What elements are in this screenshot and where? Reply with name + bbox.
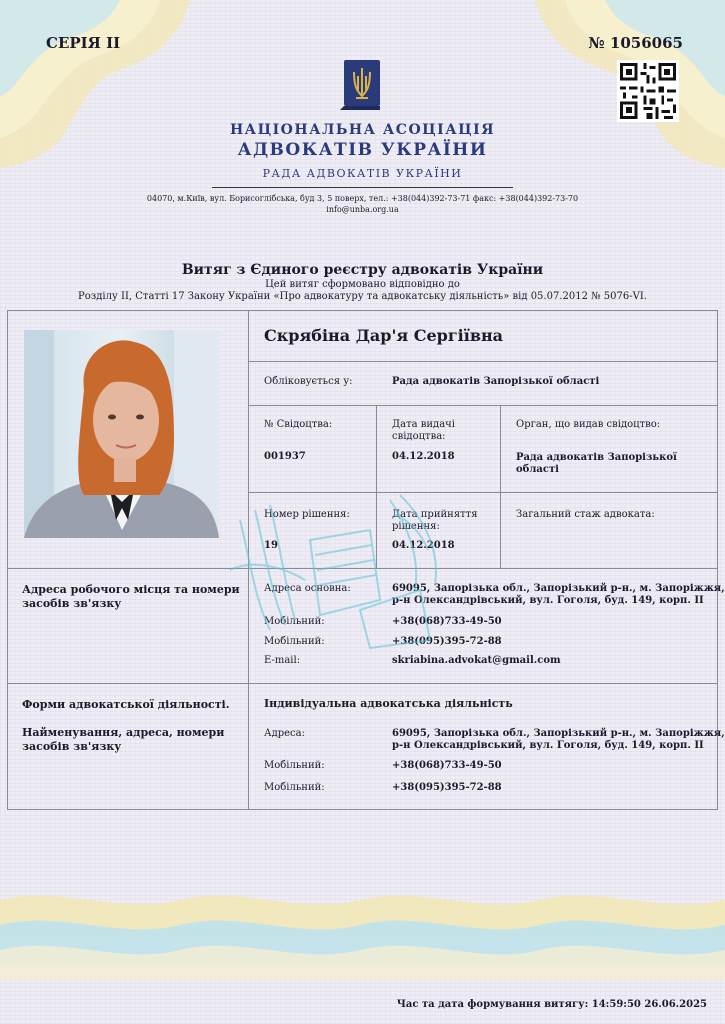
generation-timestamp: Час та дата формування витягу: 14:59:50 26.06.2025 xyxy=(396,999,707,1010)
org-email: info@unba.org.ua xyxy=(326,205,399,214)
org-council-name: РАДА АДВОКАТІВ УКРАЇНИ xyxy=(262,167,463,180)
activity-sublabel-line1: Найменування, адреса, номери xyxy=(22,726,225,739)
activity-section-label: Форми адвокатської діяльності. xyxy=(22,698,230,711)
issuer-label: Орган, що видав свідоцтво: xyxy=(516,419,661,430)
trident-book-watermark-icon xyxy=(210,490,460,650)
decision-number-value: 19 xyxy=(264,540,278,551)
activity-address-line1: 69095, Запорізька обл., Запорізький р-н., м. Запоріжжя, xyxy=(392,728,725,739)
table-border-left xyxy=(7,310,8,810)
row-divider xyxy=(7,683,718,684)
table-border-bottom xyxy=(7,809,718,810)
document-number: № 1056065 xyxy=(588,34,683,52)
subtitle-line1: Цей витяг сформовано відповідно до xyxy=(265,279,460,290)
issuer-value-line2: області xyxy=(516,464,559,475)
activity-mobile-2: +38(095)395-72-88 xyxy=(392,782,502,793)
workplace-section-line1: Адреса робочого місця та номери xyxy=(22,583,240,596)
org-name-line1: НАЦІОНАЛЬНА АСОЦІАЦІЯ xyxy=(229,122,496,138)
registered-value: Рада адвокатів Запорізької області xyxy=(392,376,600,387)
work-address-line1: 69095, Запорізька обл., Запорізький р-н., м. Запоріжжя, xyxy=(392,583,725,594)
cell-divider xyxy=(500,405,501,568)
issuer-value-line1: Рада адвокатів Запорізької xyxy=(516,452,677,463)
cert-date-label-line1: Дата видачі xyxy=(392,419,455,430)
decision-date-label-line2: рішення: xyxy=(392,521,440,532)
series-label: СЕРІЯ II xyxy=(46,34,121,52)
work-mobile-2: +38(095)395-72-88 xyxy=(392,636,502,647)
activity-address-line2: р-н Олександрівський, вул. Гоголя, буд. 149, корп. II xyxy=(392,740,704,751)
decision-number-label: Номер рішення: xyxy=(264,509,350,520)
subtitle-line2: Розділу II, Статті 17 Закону України «Про адвокатуру та адвокатську діяльність» від 05.07.2012 № 5076-VI. xyxy=(78,291,647,302)
guilloche-bottom-band xyxy=(0,880,725,990)
activity-mobile-label: Мобільний: xyxy=(264,760,325,771)
activity-section-sublabel xyxy=(22,726,224,754)
cert-date-label-line2: свідоцтва: xyxy=(392,431,446,442)
issuer-value xyxy=(516,452,677,476)
cert-number-value: 001937 xyxy=(264,451,306,462)
work-address-line2: р-н Олександрівський, вул. Гоголя, буд. 149, корп. II xyxy=(392,595,704,606)
work-mobile-label: Мобільний: xyxy=(264,636,325,647)
row-divider xyxy=(248,361,718,362)
row-divider xyxy=(248,405,718,406)
work-mobile-1: +38(068)733-49-50 xyxy=(392,616,502,627)
work-mobile-label: Мобільний: xyxy=(264,616,325,627)
activity-sublabel-line2: засобів зв'язку xyxy=(22,740,122,753)
org-address: 04070, м.Київ, вул. Борисоглібська, буд 3, 5 поверх, тел.: +38(044)392-73-71 факс: +38(044)392-73-70 xyxy=(146,194,579,203)
decision-date-label-line1: Дата прийняття xyxy=(392,509,478,520)
header-divider xyxy=(212,187,513,188)
decision-date-value: 04.12.2018 xyxy=(392,540,455,551)
cert-number-label: № Свідоцтва: xyxy=(264,419,333,430)
activity-address-label: Адреса: xyxy=(264,728,305,739)
workplace-section-label xyxy=(22,583,240,611)
advocate-photo xyxy=(24,330,219,538)
document-title: Витяг з Єдиного реєстру адвокатів України xyxy=(181,262,544,278)
experience-label: Загальний стаж адвоката: xyxy=(516,509,655,520)
workplace-section-line2: засобів зв'язку xyxy=(22,597,122,610)
registered-label: Обліковується у: xyxy=(264,376,353,387)
document-subtitle xyxy=(0,279,725,303)
activity-mobile-1: +38(068)733-49-50 xyxy=(392,760,502,771)
org-contact-block xyxy=(0,193,725,215)
advocate-name: Скрябіна Дар'я Сергіївна xyxy=(264,326,504,345)
qr-code-icon xyxy=(617,60,679,122)
cert-date-value: 04.12.2018 xyxy=(392,451,455,462)
work-email-label: E-mail: xyxy=(264,655,301,666)
activity-mobile-label: Мобільний: xyxy=(264,782,325,793)
table-border-top xyxy=(7,310,718,311)
cert-date-label xyxy=(392,419,455,443)
activity-address-value xyxy=(392,728,725,752)
unba-emblem-icon xyxy=(340,58,384,110)
org-name-line2: АДВОКАТІВ УКРАЇНИ xyxy=(237,140,488,160)
activity-form: Індивідуальна адвокатська діяльність xyxy=(264,697,513,710)
work-address-label: Адреса основна: xyxy=(264,583,351,594)
work-email-value: skriabina.advokat@gmail.com xyxy=(392,655,561,666)
